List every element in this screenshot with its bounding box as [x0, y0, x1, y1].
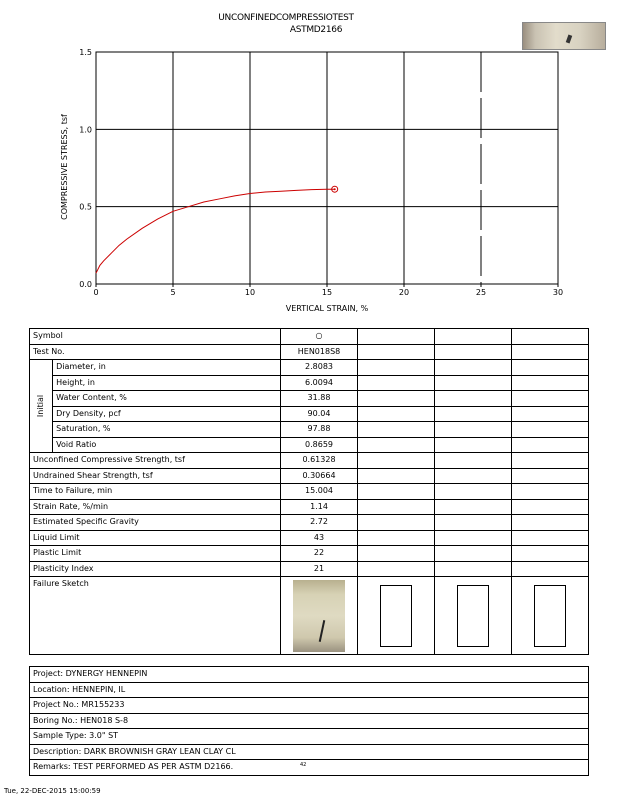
test-no-label: Test No. — [30, 344, 281, 360]
row-value: 21 — [281, 561, 358, 577]
row-value: 97.88 — [281, 422, 358, 438]
table-row — [30, 484, 589, 500]
row-label: Void Ratio — [53, 437, 281, 453]
row-value: 0.8659 — [281, 437, 358, 453]
row-value: 31.88 — [281, 391, 358, 407]
row-label: Estimated Specific Gravity — [30, 515, 281, 531]
failure-sketch-empty — [358, 577, 435, 655]
series-line — [96, 189, 335, 273]
table-row — [30, 453, 589, 469]
series-end-dot — [334, 188, 336, 190]
initial-group-label: Initial — [30, 360, 53, 453]
project-number: Project No.: MR155233 — [30, 698, 589, 714]
row-label: Unconfined Compressive Strength, tsf — [30, 453, 281, 469]
row-value: 22 — [281, 546, 358, 562]
table-row — [30, 515, 589, 531]
table-row — [30, 468, 589, 484]
row-value: 0.61328 — [281, 453, 358, 469]
x-tick-label: 30 — [552, 288, 564, 297]
report-standard: ASTMD2166 — [289, 25, 343, 35]
x-tick-label: 15 — [321, 288, 333, 297]
failure-sketch-empty — [512, 577, 589, 655]
failure-sketch-photo-cell — [281, 577, 358, 655]
sample-type: Sample Type: 3.0" ST — [30, 729, 589, 745]
table-row — [30, 422, 589, 438]
row-value: 1.14 — [281, 499, 358, 515]
row-value: 2.8083 — [281, 360, 358, 376]
row-label: Liquid Limit — [30, 530, 281, 546]
table-row — [30, 391, 589, 407]
table-row — [30, 546, 589, 562]
table-row — [30, 437, 589, 453]
project-name: Project: DYNERGY HENNEPIN — [30, 667, 589, 683]
table-row — [30, 360, 589, 376]
print-timestamp: Tue, 22-DEC-2015 15:00:59 — [4, 787, 101, 795]
row-value: 90.04 — [281, 406, 358, 422]
x-axis-label: VERTICAL STRAIN, % — [285, 304, 369, 313]
sample-description: Description: DARK BROWNISH GRAY LEAN CLAY CL — [30, 744, 589, 760]
x-tick-label: 10 — [244, 288, 256, 297]
row-label: Diameter, in — [53, 360, 281, 376]
y-axis-label: COMPRESSIVE STRESS, tsf — [60, 114, 69, 220]
y-tick-label: 0.0 — [79, 280, 92, 289]
row-label: Undrained Shear Strength, tsf — [30, 468, 281, 484]
project-info-table — [29, 666, 589, 776]
y-tick-label: 1.5 — [79, 48, 92, 57]
row-value: 0.30664 — [281, 468, 358, 484]
row-label: Plasticity Index — [30, 561, 281, 577]
row-value: 15.004 — [281, 484, 358, 500]
chart-series — [96, 186, 338, 273]
row-label: Saturation, % — [53, 422, 281, 438]
table-row — [30, 530, 589, 546]
table-row — [30, 375, 589, 391]
row-label: Time to Failure, min — [30, 484, 281, 500]
row-label: Water Content, % — [53, 391, 281, 407]
remarks-mark: 42 — [300, 762, 307, 768]
failure-sketch-empty — [435, 577, 512, 655]
row-label: Dry Density, pcf — [53, 406, 281, 422]
table-row — [30, 344, 589, 360]
x-tick-label: 5 — [170, 288, 176, 297]
chart-grid — [96, 52, 558, 284]
row-label: Height, in — [53, 375, 281, 391]
x-tick-label: 20 — [398, 288, 410, 297]
x-tick-label: 0 — [93, 288, 99, 297]
stress-strain-chart — [0, 0, 618, 320]
row-value: 2.72 — [281, 515, 358, 531]
row-value: 43 — [281, 530, 358, 546]
row-value: 6.0094 — [281, 375, 358, 391]
symbol-value: ○ — [281, 329, 358, 345]
project-location: Location: HENNEPIN, IL — [30, 682, 589, 698]
report-title: UNCONFINEDCOMPRESSIOTEST — [218, 13, 354, 23]
test-no-value: HEN018S8 — [281, 344, 358, 360]
remarks: Remarks: TEST PERFORMED AS PER ASTM D2166. — [30, 760, 589, 776]
failure-sketch-photo — [293, 580, 345, 652]
failure-sketch-row — [30, 577, 589, 655]
row-label: Plastic Limit — [30, 546, 281, 562]
failure-sketch-label: Failure Sketch — [30, 577, 281, 655]
row-label: Strain Rate, %/min — [30, 499, 281, 515]
properties-table — [29, 328, 589, 655]
table-row — [30, 329, 589, 345]
y-tick-label: 1.0 — [79, 125, 92, 135]
symbol-label: Symbol — [30, 329, 281, 345]
x-tick-label: 25 — [475, 288, 487, 297]
chart-ticks — [79, 48, 563, 297]
table-row — [30, 406, 589, 422]
table-row — [30, 499, 589, 515]
table-row — [30, 561, 589, 577]
boring-number: Boring No.: HEN018 S-8 — [30, 713, 589, 729]
y-tick-label: 0.5 — [79, 202, 92, 212]
